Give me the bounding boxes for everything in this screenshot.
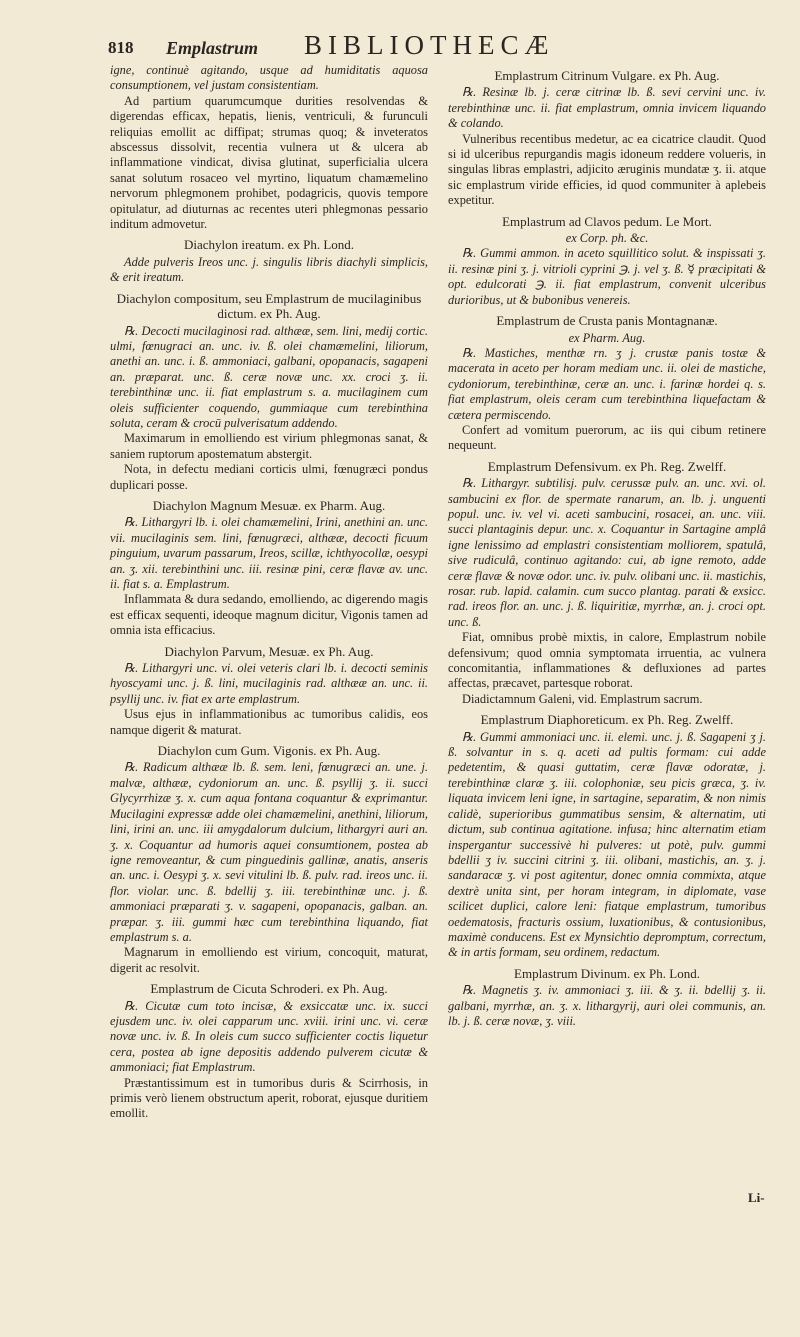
recipe-text: ℞. Gummi ammon. in aceto squillitico solut. & inspissati ʒ. ii. resinæ pini ʒ. j. vitrioli cyprini ℈. j. vel ʒ. ß. ☿ præcipitati & opt. edulcorati ℈. ii. fiat emplastrum, convenit ulceribus durioribus, ut & bubonibus venereis.: [448, 246, 766, 307]
paragraph: Usus ejus in inflammationibus ac tumoribus calidis, eos namque digerit & maturat.: [110, 707, 428, 737]
recipe-text: ℞. Lithargyri lb. i. olei chamæmelini, Irini, anethini an. unc. vii. mucilaginis sem. lini, fœnugræci, althææ, decocti ficuum pinguium, uvarum passarum, Ireos, scillæ, ichthyocollæ, oesypi an. ʒ. xii. terebinthini unc. iii. resinæ pini, ceræ flavæ av. unc. ii. fiat s. a. Emplastrum.: [110, 515, 428, 591]
recipe-text: Adde pulveris Ireos unc. j. singulis libris diachyli simplicis, & erit ireatum.: [110, 254, 428, 285]
paragraph: Nota, in defectu mediani corticis ulmi, fœnugræci pondus duplicari posse.: [110, 462, 428, 492]
section-heading: Emplastrum de Cicuta Schroderi. ex Ph. Aug.: [150, 981, 388, 997]
book-title: BIBLIOTHECÆ: [304, 30, 555, 60]
section-heading: Emplastrum de Crusta panis Montagnanæ.: [496, 313, 718, 329]
paragraph: Ad partium quarumcumque durities resolvendas & digerendas efficax, hepatis, lienis, ventriculi, & furunculi reliquias emollit ac diffipat; strumas quoq; & inveteratos abscessus dissolvit, recentia vulnera ut & ulcera ab inflammatione vindicat, divisa glutinat, superficialia ulcera sanat solutum rosaceo vel myrtino, liquatum chamæmelino nervorum phlegmonem prohibet, podagricis, quovis tempore opitulatur, ad diuturnas ac recentes uteri phlegmonas pessario inditum admovetur.: [110, 93, 428, 232]
paragraph: Inflammata & dura sedando, emolliendo, ac digerendo magis est efficax sequenti, ideoque magnum dicitur, Vigonis tamen ad omnia ista efficacius.: [110, 592, 428, 638]
recipe-text: ℞. Magnetis ʒ. iv. ammoniaci ʒ. iii. & ʒ. ii. bdellij ʒ. ii. galbani, myrrhæ, an. ʒ. x. lithargyrij, auri olei communis, an. lb. j. ß. ceræ novæ, ʒ. viii.: [448, 983, 766, 1028]
recipe-text: ℞. Decocti mucilaginosi rad. althææ, sem. lini, medij cortic. ulmi, fœnugraci an. unc. iv. ß. olei chamæmelini, liliorum, anethi an. unc. i. ß. ammoniaci, galbani, opopanacis, sagapeni an. præparat. unc. ß. ceræ novæ unc. xx. croci ʒ. ii. terebinthinæ unc. ii. fiat emplastrum s. a. mucilaginem cum oleis sufficienter coquendo, gummiaque cum terebinthina soluta, ceram & crocū pulverisatum addendo.: [110, 323, 428, 430]
section-heading: Diachylon ireatum. ex Ph. Lond.: [183, 237, 355, 253]
catchword: Li-: [748, 1190, 765, 1205]
paragraph: Diadictamnum Galeni, vid. Emplastrum sacrum.: [462, 691, 703, 706]
section-heading: Emplastrum Defensivum. ex Ph. Reg. Zwelff.: [487, 458, 727, 474]
section-heading: Diachylon Magnum Mesuæ. ex Pharm. Aug.: [152, 497, 386, 513]
section-heading: Emplastrum Divinum. ex Ph. Lond.: [514, 965, 700, 981]
recipe-text: ℞. Cicutæ cum toto incisæ, & exsiccatæ unc. ix. succi ejusdem unc. iv. olei capparum unc. xviii. irini unc. vi. ceræ novæ unc. iv. ß. In oleis cum succo sufficienter coctis liquetur cera, postea ab igne depositis addendo pulverem cicutæ & ammoniaci; fiat Emplastrum.: [110, 998, 428, 1075]
recipe-text: ℞. Resinæ lb. j. ceræ citrinæ lb. ß. sevi cervini unc. iv. terebinthinæ unc. ii. fiat emplastrum, omnia invicem liquando & colando.: [448, 85, 766, 131]
recipe-text: ℞. Gummi ammoniaci unc. ii. elemi. unc. j. ß. Sagapeni ʒ j. ß. solvantur in s. q. aceti ad pultis formam: cui adde pedetentim, & quasi guttatim, ceræ flavæ odoratæ, j. terebinthinæ claræ ʒ. iii. colophoniæ, seu picis græca, ʒ. iv. liquata invicem leni igne, in sartagine, separatim, & non nimis calidè, superioribus gummatibus sensim, & alternatim, uti dictum, sub continua agitatione. infusa; hinc alternatim etiam inspergantur successivè hi pulveres: ut potè, pulv. gummi bdellii ʒ iv. succini citrini ʒ. iii. olibani, mastichis, an. ʒ. j. sandaracæ ʒ. vi post agitentur, donec omnia commixta, atque dextrè unita sint, per horam integram, in diplomate, vase scilicet duplici, calore leni: fiatque emplastrum, tumoribus oedematosis, fracturis ossium, luxationibus, & contusionibus, maximè conducens. Est ex Mynsichtio depromptum, correctum, & in artis formam, seu ordinem, redactum.: [448, 729, 766, 960]
section-heading: Diachylon Parvum, Mesuæ. ex Ph. Aug.: [164, 643, 374, 659]
paragraph: Magnarum in emolliendo est virium, concoquit, maturat, digerit ac resolvit.: [110, 945, 428, 975]
paragraph: Fiat, omnibus probè mixtis, in calore, Emplastrum nobile defensivum; quod omnia symptomata irruentia, ac vulnera concomitantia, inflammationes & defluxiones ad partes affectas, præcavet, partesque roborat.: [448, 630, 766, 691]
section-source: ex Corp. ph. &c.: [565, 231, 649, 246]
recipe-text: ℞. Lithargyri unc. vi. olei veteris clari lb. i. decocti seminis hyoscyami unc. j. ß. lini, mucilaginis rad. althææ an. unc. ii. psyllij unc. iv. fiat ex arte emplastrum.: [110, 661, 428, 706]
paragraph: igne, continuè agitando, usque ad humiditatis aquosa consumptionem, vel justam consistentiam.: [110, 63, 428, 93]
section-heading: Emplastrum Citrinum Vulgare. ex Ph. Aug.: [494, 68, 720, 83]
recipe-text: ℞. Lithargyr. subtilisj. pulv. cerussæ pulv. an. unc. xvi. ol. sambucini ex flor. de spermate ranarum, an. lb. j. unguenti popul. unc. iv. vel vi. aceti sambucini, rosacei, an. unc. viii. succi plantaginis depur. unc. x. Coquantur in Sartagine amplâ igne lenissimo ad emplastri consistentiam molliorem, spatulâ, sive rudiculâ, continuo agitando: cui, ab igne remoto, adde ceræ flavæ & novæ odor. unc. iv. pulv. olibani unc. ii. mastichis, rosar. rub. lapid. calamin. cum succo plantag. parati & exsicc. rad. ireos flor. an. unc. j. ß. liquiritiæ, myrrhæ, an. j. croci opt. unc. ß.: [448, 476, 766, 629]
section-heading: Emplastrum ad Clavos pedum. Le Mort.: [502, 213, 712, 229]
recipe-text: ℞. Mastiches, menthæ rn. ʒ j. crustæ panis tostæ & macerata in aceto per horam mediam unc. ii. olei de mastiche, cydoniorum, terebinthinæ, ceræ an. unc. i. farinæ hordei q. s. fiat emplastrum, oleis ceram cum terebinthina liquefactam & cætera permiscendo.: [448, 345, 766, 422]
section-heading: Diachylon compositum, seu Emplastrum de mucilaginibus dictum. ex Ph. Aug.: [116, 290, 422, 322]
running-head: Emplastrum: [166, 38, 259, 58]
paragraph: Præstantissimum est in tumoribus duris & Scirrhosis, in primis verò lienem obstructum aperit, roborat, ejusque duritiem emollit.: [110, 1075, 428, 1121]
section-heading: Emplastrum Diaphoreticum. ex Ph. Reg. Zwelff.: [480, 712, 734, 728]
recipe-text: ℞. Radicum althææ lb. ß. sem. leni, fœnugræci an. une. j. malvæ, althææ, cydoniorum an. unc. ß. psyllij ʒ. ii. succi Glycyrrhizæ ʒ. x. cum aqua fontana coquantur & exprimantur. Mucilagini expressæ adde olei chamæmelini, anethini, liliorum, lini, irini an. unc. iii amygdalorum dulcium, lithargyri auri an. ʒ. x. Coquantur ad humoris aquei consumtionem, postea ab igne removeantur, & cum pinguedinis gallinæ, anatis, anseris an. unc. i. Oesypi ʒ. x. sevi vitulini lb. ß. pulv. rad. ireos unc. ii. flor. violar. unc. ß. bdellij ʒ. iii. terebinthinæ unc. j. ß. ammoniaci præparati ʒ. v. sagapeni, opopanacis, galban. an. præpar. ʒ. iii. gummi hæc cum terebinthina liquando, fiat emplastrum s. a.: [110, 760, 428, 944]
section-source: ex Pharm. Aug.: [568, 330, 646, 345]
section-heading: Diachylon cum Gum. Vigonis. ex Ph. Aug.: [157, 743, 381, 759]
page-number: 818: [108, 38, 134, 57]
paragraph: Vulneribus recentibus medetur, ac ea cicatrice claudit. Quod si id ulceribus repurgandis magis idoneum reddere volueris, in singulas libras emplastri, adjicito æruginis mundatæ ʒ. ii. atque sic emplastrum viride efficies, id quod communiter à aplebeis expetitur.: [448, 131, 766, 208]
paragraph: Maximarum in emolliendo est virium phlegmonas sanat, & saniem ruptorum apostematum abstergit.: [110, 431, 428, 461]
left-column: [110, 63, 428, 1122]
right-column: [448, 63, 766, 1029]
paragraph: Confert ad vomitum puerorum, ac iis qui cibum retinere nequeunt.: [448, 422, 766, 453]
